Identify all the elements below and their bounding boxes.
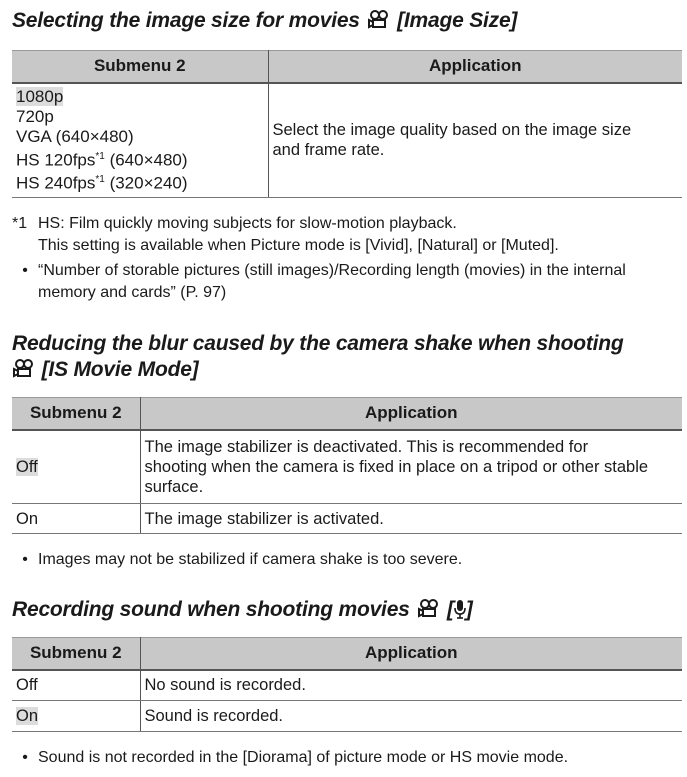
footnote-line: This setting is available when Picture mode is [Vivid], [Natural] or [Muted]. bbox=[38, 237, 559, 254]
bullet-note bbox=[12, 260, 672, 304]
sound-table bbox=[12, 637, 682, 732]
col-header-submenu: Submenu 2 bbox=[12, 51, 268, 83]
option-on[interactable]: On bbox=[12, 504, 140, 534]
image-size-table bbox=[12, 50, 682, 198]
col-header-submenu: Submenu 2 bbox=[12, 638, 140, 670]
options-cell bbox=[12, 83, 268, 198]
section-title-is-movie-mode bbox=[12, 331, 687, 383]
opt-res: (640×480) bbox=[104, 150, 188, 170]
footnote-ref: *1 bbox=[95, 150, 105, 162]
bullet-note bbox=[12, 747, 568, 769]
col-header-submenu: Submenu 2 bbox=[12, 398, 140, 430]
movie-camera-icon bbox=[12, 358, 34, 378]
option-off[interactable]: Off bbox=[16, 457, 38, 476]
bullet-icon: • bbox=[22, 262, 28, 279]
is-movie-mode-table bbox=[12, 397, 682, 534]
option-hs120[interactable] bbox=[16, 147, 264, 171]
bullet-icon: • bbox=[22, 551, 28, 568]
option-on[interactable]: On bbox=[16, 707, 39, 725]
footnote-marker: *1 bbox=[12, 215, 28, 232]
footnote-1 bbox=[12, 213, 559, 257]
option-hs240[interactable] bbox=[16, 170, 264, 194]
bullet-note bbox=[12, 549, 462, 571]
table-row bbox=[12, 701, 682, 732]
application-cell: Select the image quality based on the image size and frame rate. bbox=[268, 83, 682, 198]
application-cell: The image stabilizer is deactivated. This is recommended for shooting when the camera is fixed in place on a tripod or other stable surface. bbox=[140, 430, 682, 504]
section-title-sound bbox=[12, 597, 473, 623]
option-1080p[interactable]: 1080p bbox=[16, 86, 64, 106]
movie-camera-icon bbox=[417, 598, 439, 618]
col-header-application: Application bbox=[268, 51, 682, 83]
application-cell: Sound is recorded. bbox=[140, 701, 682, 732]
bullet-text: Sound is not recorded in the [Diorama] of picture mode or HS movie mode. bbox=[38, 749, 569, 766]
title-text: Recording sound when shooting movies bbox=[12, 598, 410, 621]
opt-text: HS 240fps bbox=[16, 173, 96, 193]
title-suffix: [Image Size] bbox=[397, 9, 518, 32]
footnote-ref: *1 bbox=[95, 174, 105, 186]
title-suffix: [IS Movie Mode] bbox=[41, 358, 199, 381]
option-cell bbox=[12, 701, 140, 732]
option-720p[interactable]: 720p bbox=[16, 106, 54, 126]
application-cell: No sound is recorded. bbox=[140, 670, 682, 701]
title-text: Reducing the blur caused by the camera shake when shooting bbox=[12, 332, 624, 355]
col-header-application: Application bbox=[140, 638, 682, 670]
option-cell bbox=[12, 430, 140, 504]
opt-res: (320×240) bbox=[104, 173, 188, 193]
col-header-application: Application bbox=[140, 398, 682, 430]
footnote-line: HS: Film quickly moving subjects for slow-motion playback. bbox=[38, 215, 457, 232]
title-text: Selecting the image size for movies bbox=[12, 9, 360, 32]
movie-camera-icon bbox=[367, 9, 389, 29]
microphone-icon bbox=[454, 599, 466, 619]
table-row bbox=[12, 430, 682, 504]
option-off[interactable]: Off bbox=[12, 670, 140, 701]
opt-text: HS 120fps bbox=[16, 150, 96, 170]
option-vga[interactable]: VGA (640×480) bbox=[16, 126, 134, 146]
table-row bbox=[12, 670, 682, 701]
bracket: [ bbox=[446, 598, 454, 621]
bullet-icon: • bbox=[22, 749, 28, 766]
section-title-image-size bbox=[12, 8, 517, 34]
application-cell: The image stabilizer is activated. bbox=[140, 504, 682, 534]
table-row bbox=[12, 504, 682, 534]
bullet-text: Images may not be stabilized if camera shake is too severe. bbox=[38, 551, 463, 568]
page-reference-link[interactable]: “Number of storable pictures (still images)/Recording length (movies) in the internal memory and cards” (P. 97) bbox=[38, 262, 626, 301]
bracket: ] bbox=[465, 598, 473, 621]
